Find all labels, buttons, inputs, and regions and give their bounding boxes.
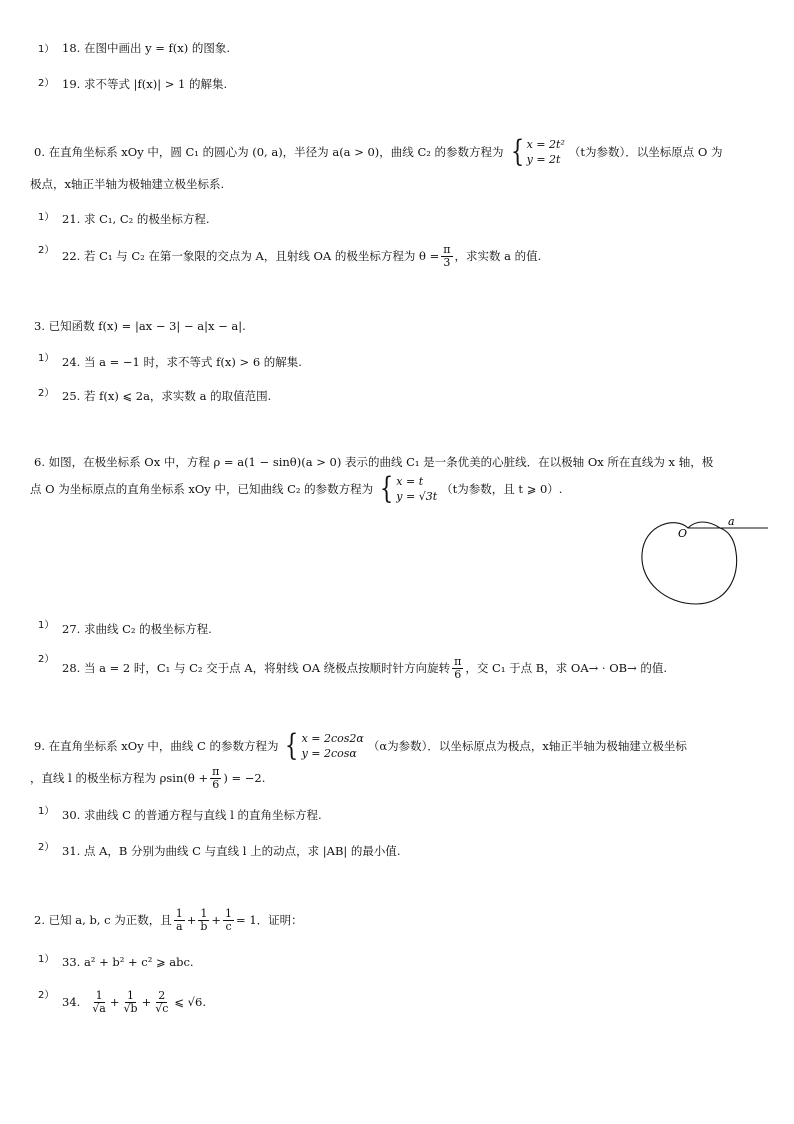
fraction-denominator: b <box>200 919 208 933</box>
axis-end-label: a <box>728 515 735 528</box>
q29-text-c: ，直线 l 的极坐标方程为 ρsin(θ + <box>30 771 209 785</box>
fraction-denominator: √a <box>92 1001 106 1015</box>
question-28 <box>62 654 667 682</box>
q22-fraction <box>441 244 452 269</box>
plus-sign: + <box>211 913 222 927</box>
q28-text-a: 28. 当 a = 2 时，C₁ 与 C₂ 交于点 A，将射线 OA 绕极点按顺时针方向旋转 <box>62 661 451 675</box>
question-32 <box>34 904 303 936</box>
question-34 <box>62 984 206 1020</box>
brace-icon: { <box>380 471 394 506</box>
q34-fraction-1 <box>90 990 108 1015</box>
q29-eq-y: y = 2cosα <box>301 747 357 760</box>
fraction-numerator: 1 <box>95 988 103 1002</box>
part-label: 2） <box>38 990 55 1001</box>
question-22 <box>62 242 541 270</box>
fraction-denominator: c <box>225 919 232 933</box>
q22-text-a: 22. 若 C₁ 与 C₂ 在第一象限的交点为 A，且射线 OA 的极坐标方程为 θ = <box>62 249 440 263</box>
fraction-denominator: √b <box>123 1001 138 1015</box>
q28-text-b: ，交 C₁ 于点 B，求 OA→ · OB→ 的值. <box>465 661 668 675</box>
part-label: 1） <box>38 44 55 55</box>
q29-param-system <box>282 728 364 763</box>
q34-fraction-2 <box>122 990 140 1015</box>
fraction-numerator: 1 <box>175 906 183 920</box>
q34-number: 34. <box>62 995 81 1009</box>
question-24: 24. 当 a = −1 时，求不等式 f(x) > 6 的解集. <box>62 355 302 369</box>
brace-icon: { <box>510 134 524 169</box>
question-30: 30. 求曲线 C 的普通方程与直线 l 的直角坐标方程. <box>62 808 322 822</box>
part-label: 2） <box>38 388 55 399</box>
question-26-line2 <box>30 472 562 506</box>
part-label: 1） <box>38 212 55 223</box>
question-20-line2: 极点，x轴正半轴为极轴建立极坐标系. <box>30 177 225 191</box>
q32-fraction-1 <box>174 908 185 933</box>
q22-text-b: ，求实数 a 的值. <box>454 249 542 263</box>
question-23: 3. 已知函数 f(x) = |ax − 3| − a|x − a|. <box>34 319 246 333</box>
q32-fraction-2 <box>198 908 209 933</box>
q26-text-a: 点 O 为坐标原点的直角坐标系 xOy 中，已知曲线 C₂ 的参数方程为 <box>30 482 374 496</box>
q26-param-system <box>377 471 438 506</box>
brace-icon: { <box>285 728 299 763</box>
q20-text-a: 0. 在直角坐标系 xOy 中，圆 C₁ 的圆心为 (0, a)，半径为 a(a > 0)，曲线 C₂ 的参数方程为 <box>34 145 504 159</box>
question-29-line1 <box>34 730 687 762</box>
q20-eq-y: y = 2t <box>526 153 561 166</box>
origin-label: O <box>678 527 688 540</box>
q34-fraction-3 <box>153 990 170 1015</box>
q29-text-a: 9. 在直角坐标系 xOy 中，曲线 C 的参数方程为 <box>34 739 279 753</box>
fraction-denominator: a <box>175 919 183 933</box>
part-label: 1） <box>38 620 55 631</box>
plus-sign: + <box>109 995 120 1009</box>
part-label: 2） <box>38 842 55 853</box>
part-label: 2） <box>38 78 55 89</box>
question-20-line1 <box>34 136 722 168</box>
q29-text-d: ) = −2. <box>223 771 266 785</box>
part-label: 1） <box>38 954 55 965</box>
part-label: 1） <box>38 353 55 364</box>
q29-eq-x: x = 2cos2α <box>301 732 364 745</box>
q29-fraction <box>210 766 221 791</box>
plus-sign: + <box>141 995 152 1009</box>
q20-eq-x: x = 2t² <box>526 138 565 151</box>
question-29-line2 <box>30 764 265 792</box>
fraction-numerator: π <box>212 764 220 778</box>
question-18: 18. 在图中画出 y = f(x) 的图象. <box>62 41 231 55</box>
part-label: 1） <box>38 806 55 817</box>
fraction-numerator: 2 <box>158 988 166 1002</box>
q26-eq-x: x = t <box>396 475 424 488</box>
fraction-denominator: √c <box>155 1001 169 1015</box>
q26-eq-y: y = √3t <box>396 490 438 503</box>
question-19: 19. 求不等式 |f(x)| > 1 的解集. <box>62 77 228 91</box>
question-26-line1: 6. 如图，在极坐标系 Ox 中，方程 ρ = a(1 − sinθ)(a > 0) 表示的曲线 C₁ 是一条优美的心脏线．在以极轴 Ox 所在直线为 x 轴，极 <box>34 455 714 469</box>
q26-text-b: （t为参数，且 t ⩾ 0）. <box>441 482 563 496</box>
fraction-denominator: 3 <box>443 255 451 269</box>
plus-sign: + <box>186 913 197 927</box>
q29-text-b: （α为参数）．以坐标原点为极点，x轴正半轴为极轴建立极坐标 <box>367 739 687 753</box>
q34-tail: ⩽ √6. <box>174 995 206 1009</box>
fraction-numerator: 1 <box>225 906 233 920</box>
q32-text-b: = 1．证明： <box>236 913 303 927</box>
cardioid-figure <box>630 508 770 612</box>
part-label: 2） <box>38 245 55 256</box>
question-27: 27. 求曲线 C₂ 的极坐标方程. <box>62 622 212 636</box>
question-21: 21. 求 C₁, C₂ 的极坐标方程. <box>62 212 210 226</box>
question-31: 31. 点 A，B 分别为曲线 C 与直线 l 上的动点，求 |AB| 的最小值. <box>62 844 401 858</box>
part-label: 2） <box>38 654 55 665</box>
q28-fraction <box>452 656 463 681</box>
fraction-denominator: 6 <box>212 777 220 791</box>
cardioid-curve <box>642 522 737 604</box>
fraction-numerator: 1 <box>200 906 208 920</box>
q32-fraction-3 <box>223 908 234 933</box>
q20-param-system <box>508 134 565 169</box>
fraction-numerator: π <box>443 242 451 256</box>
fraction-numerator: π <box>454 654 462 668</box>
fraction-numerator: 1 <box>127 988 135 1002</box>
question-33: 33. a² + b² + c² ⩾ abc. <box>62 955 194 969</box>
q20-text-b: （t为参数）．以坐标原点 O 为 <box>568 145 723 159</box>
q32-text-a: 2. 已知 a, b, c 为正数，且 <box>34 913 172 927</box>
fraction-denominator: 6 <box>454 667 462 681</box>
question-25: 25. 若 f(x) ⩽ 2a，求实数 a 的取值范围. <box>62 389 272 403</box>
